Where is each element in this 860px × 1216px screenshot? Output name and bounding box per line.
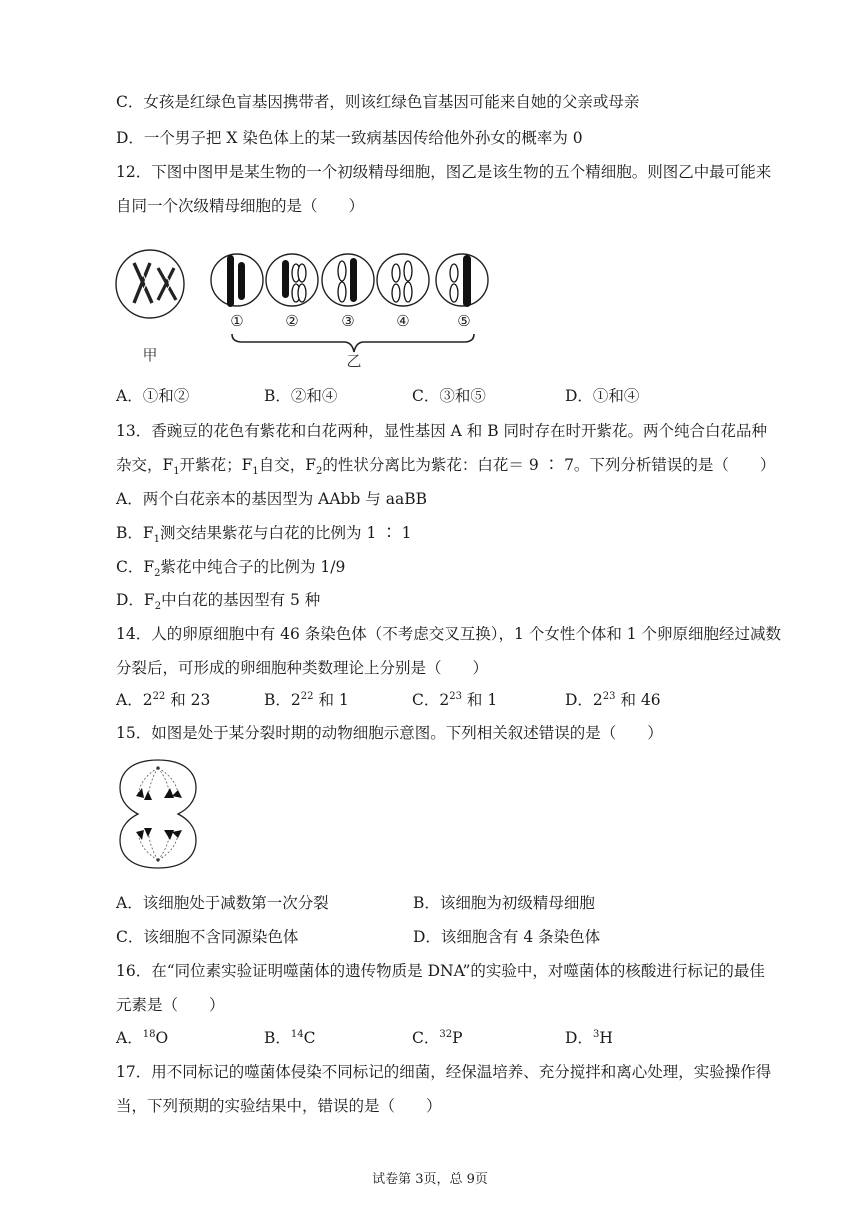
q17-stem-line2: 当，下列预期的实验结果中，错误的是（ ）	[116, 1097, 442, 1115]
q13-option-c[interactable]: C．$F_2$紫花中纯合子的比例为 1/9	[116, 558, 346, 580]
q12-stem-line2: 自同一个次级精母细胞的是（ ）	[116, 197, 365, 215]
q12-option-b[interactable]: B．②和④	[264, 387, 338, 405]
q13-option-d[interactable]: D．$F_2$中白花的基因型有 5 种	[116, 591, 321, 613]
cell-jia	[116, 250, 184, 318]
q12-option-a[interactable]: A．①和②	[116, 387, 190, 405]
q12-option-c[interactable]: C．③和⑤	[412, 387, 486, 405]
q12-option-d[interactable]: D．①和④	[565, 387, 640, 405]
q14-option-d[interactable]: D．$2^{23}$ 和 46	[565, 690, 661, 709]
q14-stem-line1: 14．人的卵原细胞中有 46 条染色体（不考虑交叉互换），1 个女性个体和 1 个卵原细胞经过减数	[116, 625, 782, 643]
q14-option-b[interactable]: B．$2^{22}$ 和 1	[264, 690, 349, 709]
brace	[232, 334, 474, 352]
label-yi: 乙	[346, 352, 362, 370]
q11-option-c: C．女孩是红绿色盲基因携带者，则该红绿色盲基因可能来自她的父亲或母亲	[116, 93, 640, 111]
q16-stem-line2: 元素是（ ）	[116, 996, 225, 1014]
q17-stem-line1: 17．用不同标记的噬菌体侵染不同标记的细菌，经保温培养、充分搅拌和离心处理，实验操作得	[116, 1063, 772, 1081]
cell-label-5: ⑤	[457, 312, 471, 330]
q13-stem-line1: 13．香豌豆的花色有紫花和白花两种，显性基因 A 和 B 同时存在时开紫花。两个纯合白花品种	[116, 422, 768, 440]
cell-2	[266, 254, 318, 306]
q11-option-d: D．一个男子把 X 染色体上的某一致病基因传给他外孙女的概率为 0	[116, 129, 583, 147]
q14-stem-line2: 分裂后，可形成的卵细胞种类数理论上分别是（ ）	[116, 659, 489, 677]
cell-label-3: ③	[341, 312, 355, 330]
cell-1	[211, 254, 263, 307]
cell-outline	[120, 760, 196, 868]
q16-stem-line1: 16．在“同位素实验证明噬菌体的遗传物质是 DNA”的实验中，对噬菌体的核酸进行标记的最佳	[116, 962, 765, 980]
q15-option-d[interactable]: D．该细胞含有 4 条染色体	[413, 928, 601, 946]
q15-stem: 15．如图是处于某分裂时期的动物细胞示意图。下列相关叙述错误的是（ ）	[116, 724, 663, 742]
q12-stem-line1: 12．下图中图甲是某生物的一个初级精母细胞，图乙是该生物的五个精细胞。则图乙中最可能来	[116, 163, 772, 181]
cell-label-4: ④	[396, 312, 410, 330]
q12-figure	[112, 238, 512, 373]
q14-option-a[interactable]: A．$2^{22}$ 和 23	[116, 690, 211, 709]
page-footer: 试卷第 3页，总 9页	[372, 1172, 488, 1187]
cell-5	[436, 254, 488, 307]
q13-option-b[interactable]: B．$F_1$测交结果紫花与白花的比例为 1 ∶ 1	[116, 524, 412, 546]
q14-option-c[interactable]: C．$2^{23}$ 和 1	[412, 690, 498, 709]
label-jia: 甲	[142, 346, 158, 364]
q15-option-a[interactable]: A．该细胞处于减数第一次分裂	[116, 894, 329, 912]
q16-option-b[interactable]: B．$^{14}$C	[264, 1028, 316, 1047]
q13-option-a[interactable]: A．两个白花亲本的基因型为 AAbb 与 aaBB	[116, 490, 427, 508]
q16-option-c[interactable]: C．$^{32}$P	[412, 1028, 463, 1047]
cell-label-2: ②	[285, 312, 299, 330]
cell-4	[377, 254, 429, 306]
q15-option-c[interactable]: C．该细胞不含同源染色体	[116, 928, 299, 946]
q16-option-a[interactable]: A．$^{18}$O	[116, 1028, 169, 1047]
q15-option-b[interactable]: B．该细胞为初级精母细胞	[413, 894, 595, 912]
cell-label-1: ①	[230, 312, 244, 330]
cell-3	[322, 254, 374, 306]
q16-option-d[interactable]: D．$^3$H	[565, 1028, 613, 1047]
q13-stem-line2: 杂交，$F_1$开紫花；$F_1$自交，$F_2$的性状分离比为紫花：白花＝ 9 ∶ 7。下列分析错误的是（ ）	[116, 456, 776, 478]
q15-figure	[118, 758, 198, 870]
